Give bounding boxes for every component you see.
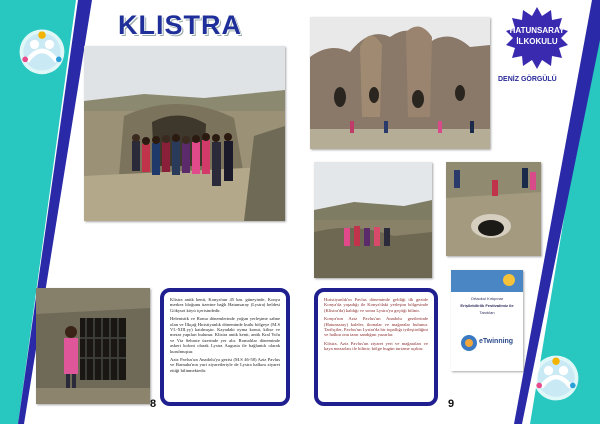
- left-paragraph: Klistra antik kenti, Konya'nın 45 km. güneyinde, Konya merkez bloğunu üzerine bağlı Hatunsaray (Lystra) beldesi Gökyurt köyü içerisindedir.: [170, 297, 280, 313]
- right-paragraph: Konya'nın Aziz Pavlus'un Anadolu gezilerinde (Hatunsaray) kaleler, ikonalar ve mağaralar bulunur. Tarihçiler, Pavlus'un Lystra'da bir topallığı iyileştirdiğini ve halkın onu tanrı sandığını yazarlar.: [324, 316, 428, 338]
- badge-line-1: HATUNSARAY: [509, 26, 565, 35]
- right-paragraph: Klistra, Aziz Pavlus'un ziyaret yeri ve mağaraları ve kaya mezarları ile bilinir; bölge bugün turizme açıktır.: [324, 340, 428, 352]
- etwinning-poster: [451, 270, 523, 371]
- photo-cistern: [446, 162, 541, 256]
- photo-girl-at-gate: [36, 288, 150, 404]
- author-name: DENİZ GÖRGÜLÜ: [498, 76, 557, 83]
- left-text-box: [160, 288, 290, 406]
- school-logo-left-icon: [14, 22, 70, 78]
- page-number-left: 8: [150, 398, 157, 410]
- poster-line-1: Ortaokul Kırkpınar: [470, 296, 504, 301]
- photo-rock-formations: [310, 17, 490, 149]
- poster-line-2: Erişilebilirlik Festivalimiz ile: [460, 303, 514, 308]
- poster-line-3: Tanıtılan: [479, 310, 495, 315]
- left-paragraph: Helenistik ve Roma dönemlerinde yoğun yerleşime sahne olan ve İlkçağ Hıristiyanlık döneminde kutlu bölgeye (M.S VI.-XIII.yy) katılmıştır. Kayadaki oyma konut, kilise ve mezar yapıları bulunur. Klistra antik kenti, antik Kral Yolu ve Via Sebaste üzerinde yer alır. Romalılar döneminde askeri koloni olarak Lystra Augusta ile bağlantılı olarak kurulmuştur.: [170, 316, 280, 354]
- page-number-right: 9: [448, 398, 455, 410]
- page-title: KLISTRA: [118, 10, 242, 40]
- school-badge: [505, 6, 569, 70]
- poster-line-4: eTwinning: [479, 338, 514, 345]
- poster-logo: [459, 332, 515, 354]
- right-text-box: [314, 288, 438, 406]
- school-logo-right-icon: [528, 350, 584, 406]
- right-paragraph: Hıristiyanlık'ın Pavlus döneminde geldiği ilk gezide Konya'da yaşadığı ile Konya'daki yerleşim bölgesinde (Klistra'da) kaldığı ve sonra Lystra'ya geçtiği bilinir.: [324, 297, 428, 313]
- photo-hillside: [314, 162, 432, 278]
- poster-sun-icon: [503, 274, 515, 286]
- left-paragraph: Aziz Pavlus'un Anadolu'ya gezisi (M.S 46-58) Aziz Pavlus ve Barnaba'nın yurt ziyaretleriyle de Lystra halkını ziyaret ettiği bilinmektedir.: [170, 357, 280, 373]
- badge-line-2: İLKOKULU: [516, 37, 558, 46]
- photo-group-at-rock: [84, 46, 285, 221]
